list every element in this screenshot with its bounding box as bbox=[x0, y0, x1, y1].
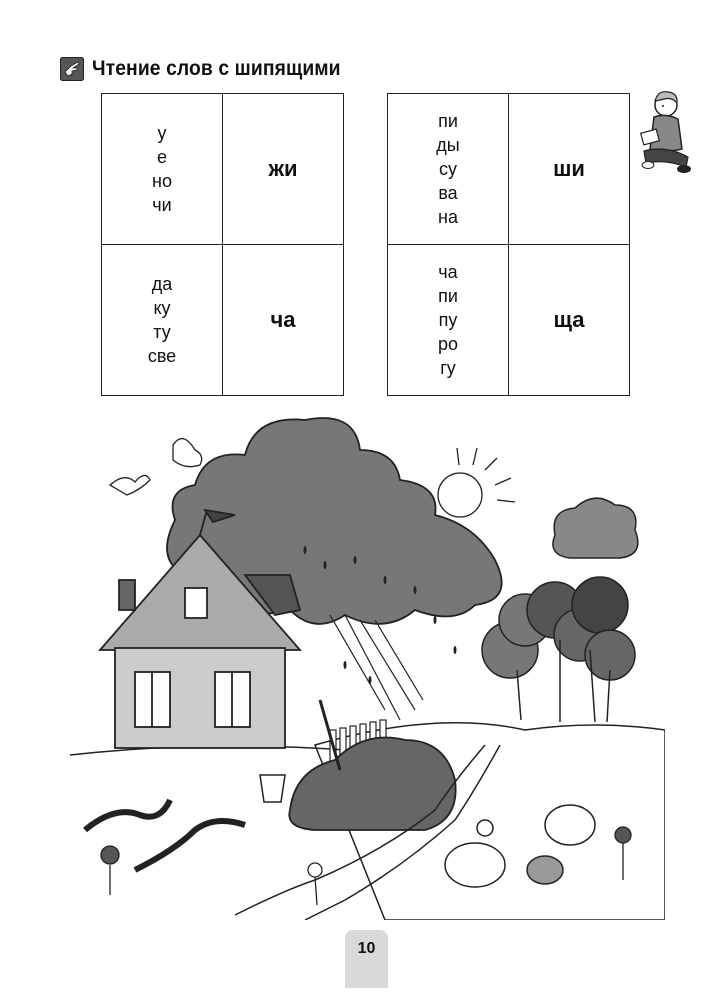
bird-left bbox=[110, 475, 150, 495]
pointing-hand-icon bbox=[60, 57, 84, 81]
tree-group bbox=[482, 577, 635, 722]
syllable: чи bbox=[152, 195, 172, 215]
ending-cell bbox=[509, 94, 630, 245]
small-cloud bbox=[553, 498, 638, 558]
syllable: гу bbox=[440, 358, 456, 378]
sun bbox=[438, 448, 515, 517]
ending-cell bbox=[509, 245, 630, 396]
syllable: су bbox=[439, 159, 457, 179]
bucket bbox=[260, 775, 285, 802]
ending-syllable: ща bbox=[553, 307, 585, 332]
syllable: ды bbox=[436, 135, 460, 155]
syllable-cell bbox=[388, 94, 509, 245]
ending-syllable: ши bbox=[553, 156, 585, 181]
syllable: на bbox=[438, 207, 458, 227]
snake-1 bbox=[85, 800, 170, 830]
syllable-cell bbox=[388, 245, 509, 396]
ending-cell bbox=[223, 94, 344, 245]
syllable: у bbox=[157, 123, 167, 143]
page-title: Чтение слов с шипящими bbox=[92, 57, 341, 80]
syllable: но bbox=[152, 171, 172, 191]
section-header bbox=[60, 52, 362, 86]
reading-child-illustration bbox=[636, 87, 692, 179]
syllable: све bbox=[147, 346, 177, 366]
syllable: ку bbox=[153, 298, 171, 318]
ending-syllable: ча bbox=[270, 307, 296, 332]
leaf-bird bbox=[173, 439, 202, 467]
page-number-label: 10 bbox=[357, 940, 376, 957]
syllable: пи bbox=[438, 111, 458, 131]
syllable: да bbox=[151, 274, 173, 294]
syllable: ча bbox=[438, 262, 458, 282]
syllable: пу bbox=[438, 310, 458, 330]
ending-cell bbox=[223, 245, 344, 396]
syllable-cell bbox=[102, 94, 223, 245]
syllable: пи bbox=[438, 286, 458, 306]
ending-syllable: жи bbox=[268, 156, 298, 181]
syllable: ва bbox=[438, 183, 458, 203]
syllable-table-2 bbox=[387, 93, 630, 396]
snake-2 bbox=[135, 821, 245, 870]
syllable-table-1 bbox=[101, 93, 344, 396]
dirt-pile bbox=[289, 738, 455, 831]
page-number bbox=[345, 930, 388, 988]
rainy-house-scene-illustration bbox=[55, 410, 665, 920]
syllable: е bbox=[156, 147, 167, 167]
syllable: ро bbox=[437, 334, 459, 354]
syllable-cell bbox=[102, 245, 223, 396]
syllable: ту bbox=[153, 322, 171, 342]
